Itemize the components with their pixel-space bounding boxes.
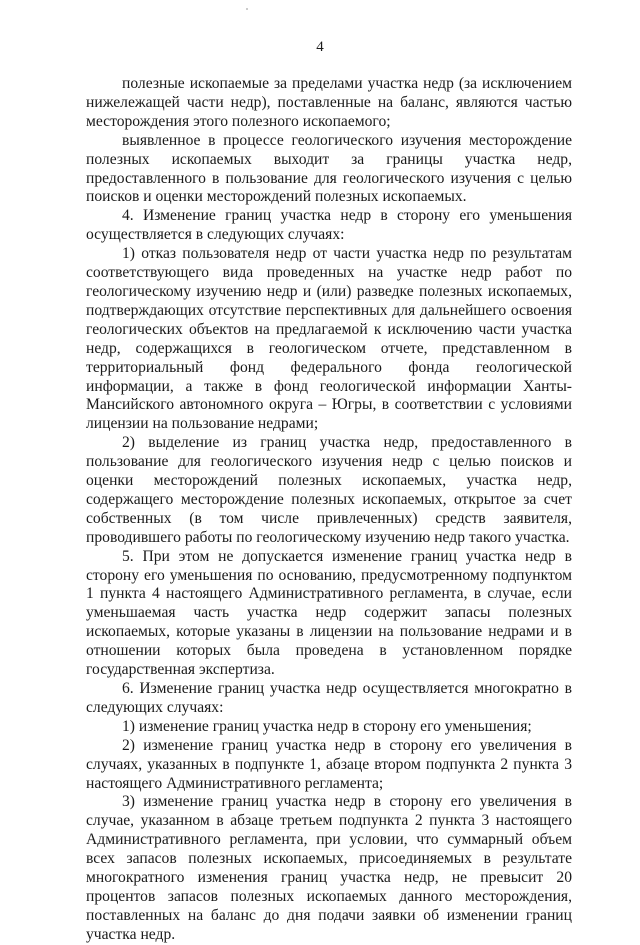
paragraph-2: выявленное в процессе геологического изучения месторождение полезных ископаемых выходит за границы участка недр, предоставленного в пользование для геологического изучения с целью поисков и оценки месторождений полезных ископаемых. [86, 131, 572, 206]
paragraph-1: полезные ископаемые за пределами участка недр (за исключением нижележащей части недр), поставленные на баланс, являются частью месторождения этого полезного ископаемого; [86, 75, 572, 130]
scan-speck [246, 8, 248, 10]
paragraph-9: 2) изменение границ участка недр в сторону его увеличения в случаях, указанных в подпункте 1, абзаце втором подпункта 2 пункта 3 настоящего Административного регламента; [86, 736, 572, 792]
paragraph-10: 3) изменение границ участка недр в сторону его увеличения в случае, указанном в абзаце третьем подпункта 2 пункта 3 настоящего Административного регламента, при условии, что суммарный объем всех запасов полезных ископаемых, присоединяемых в результате многократного изменения границ участка недр, не превысит 20 процентов запасов полезных ископаемых данного месторождения, поставленных на баланс до дня подачи заявки об изменении границ участка недр. [86, 793, 572, 943]
paragraph-5: 2) выделение из границ участка недр, предоставленного в пользование для геологического изучения недр с целью поисков и оценки месторождений полезных ископаемых, участка недр, содержащего месторождение полезных ископаемых, открытое за счет собственных (в том числе привлеченных) средств заявителя, проводившего работы по геологическому изучению недр такого участка. [86, 434, 572, 546]
paragraph-3: 4. Изменение границ участка недр в сторону его уменьшения осуществляется в следующих случаях: [86, 207, 572, 244]
page-number: 4 [316, 39, 324, 55]
paragraph-4: 1) отказ пользователя недр от части участка недр по результатам соответствующего вида проведенных на участке недр работ по геологическому изучению недр и (или) разведке полезных ископаемых, подтверждающих отсутствие перспективных для дальнейшего освоения геологических объектов на предлагаемой к исключению части участка недр, содержащихся в геологическом отчете, представленном в территориальный фонд федерального фонда геологической информации, а также в фонд геологической информации Ханты-Мансийского автономного округа – Югры, в соответствии с условиями лицензии на пользование недрами; [86, 245, 572, 433]
document-body [86, 75, 572, 945]
paragraph-6: 5. При этом не допускается изменение границ участка недр в сторону его уменьшения по основанию, предусмотренному подпунктом 1 пункта 4 настоящего Административного регламента, в случае, если уменьшаемая часть участка недр содержит запасы полезных ископаемых, которые указаны в лицензии на пользование недрами и в отношении которых была проведена в установленном порядке государственная экспертиза. [86, 547, 572, 679]
paragraph-8: 1) изменение границ участка недр в сторону его уменьшения; [122, 717, 532, 735]
paragraph-7: 6. Изменение границ участка недр осуществляется многократно в следующих случаях: [86, 680, 572, 716]
